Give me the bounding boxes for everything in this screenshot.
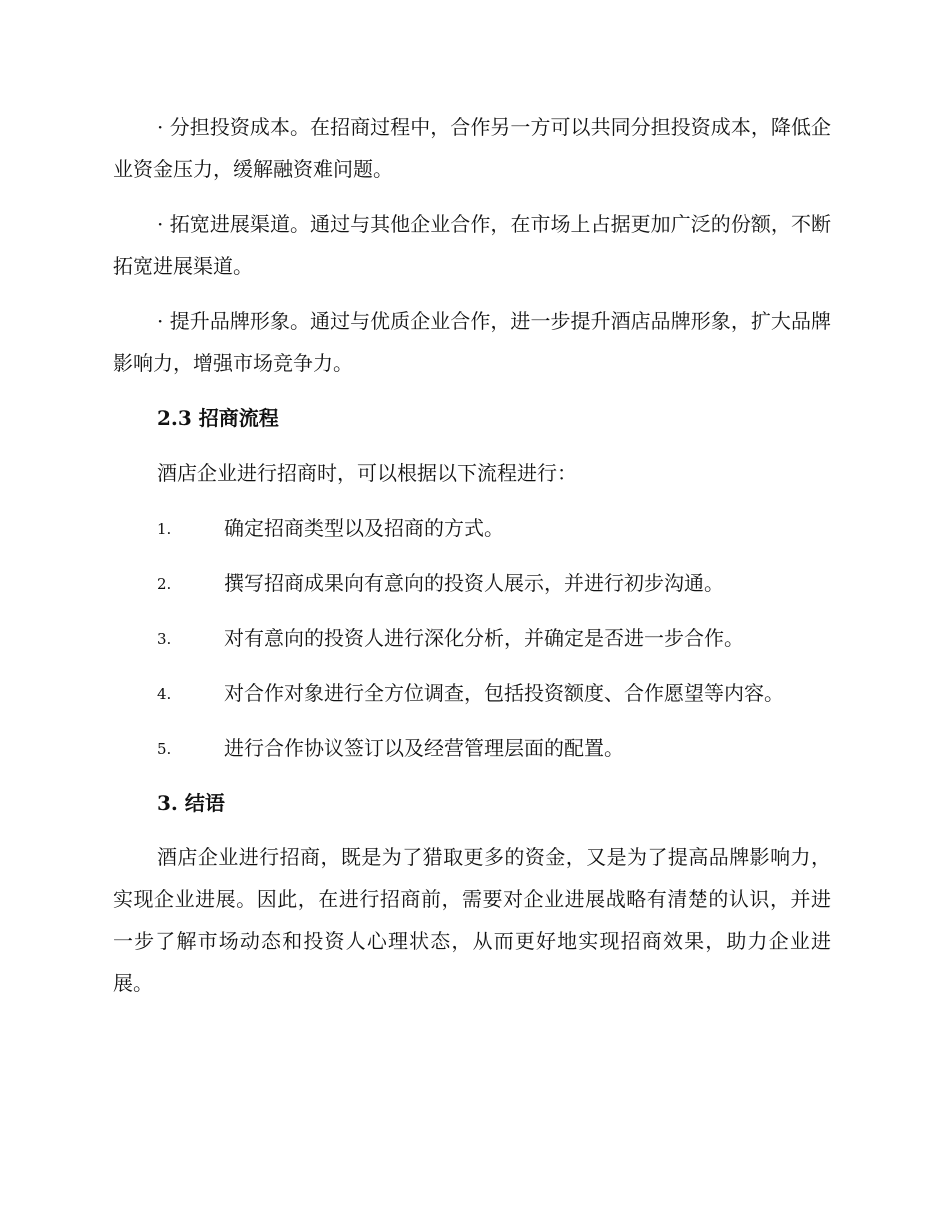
step-text: 撰写招商成果向有意向的投资人展示，并进行初步沟通。: [224, 571, 724, 595]
section-heading-3: 3. 结语: [157, 791, 225, 815]
process-step-1: [157, 513, 847, 543]
step-number: 1.: [157, 520, 172, 538]
step-text: 对合作对象进行全方位调查，包括投资额度、合作愿望等内容。: [224, 681, 784, 705]
step-number: 4.: [157, 685, 172, 703]
step-text: 对有意向的投资人进行深化分析，并确定是否进一步合作。: [224, 626, 744, 650]
step-number: 2.: [157, 575, 172, 593]
bullet-share-investment-cost: · 分担投资成本。在招商过程中，合作另一方可以共同分担投资成本，降低企业资金压力，缓解融资难问题。: [113, 115, 831, 181]
process-intro: 酒店企业进行招商时，可以根据以下流程进行：: [157, 461, 577, 485]
section-heading-2-3: 2.3 招商流程: [157, 406, 279, 430]
process-step-3: [157, 623, 847, 653]
process-step-4: [157, 678, 847, 708]
process-step-5: [157, 733, 847, 763]
step-text: 进行合作协议签订以及经营管理层面的配置。: [224, 736, 624, 760]
bullet-improve-brand-image: · 提升品牌形象。通过与优质企业合作，进一步提升酒店品牌形象，扩大品牌影响力，增强市场竞争力。: [113, 309, 831, 375]
step-number: 5.: [157, 740, 172, 758]
conclusion-paragraph: 酒店企业进行招商，既是为了猎取更多的资金，又是为了提高品牌影响力，实现企业进展。因此，在进行招商前，需要对企业进展战略有清楚的认识，并进一步了解市场动态和投资人心理状态，从而更好地实现招商效果，助力企业进展。: [113, 845, 831, 995]
step-text: 确定招商类型以及招商的方式。: [224, 516, 504, 540]
bullet-expand-channels: · 拓宽进展渠道。通过与其他企业合作，在市场上占据更加广泛的份额，不断拓宽进展渠道。: [113, 212, 831, 278]
step-number: 3.: [157, 630, 172, 648]
process-step-2: [157, 568, 847, 598]
